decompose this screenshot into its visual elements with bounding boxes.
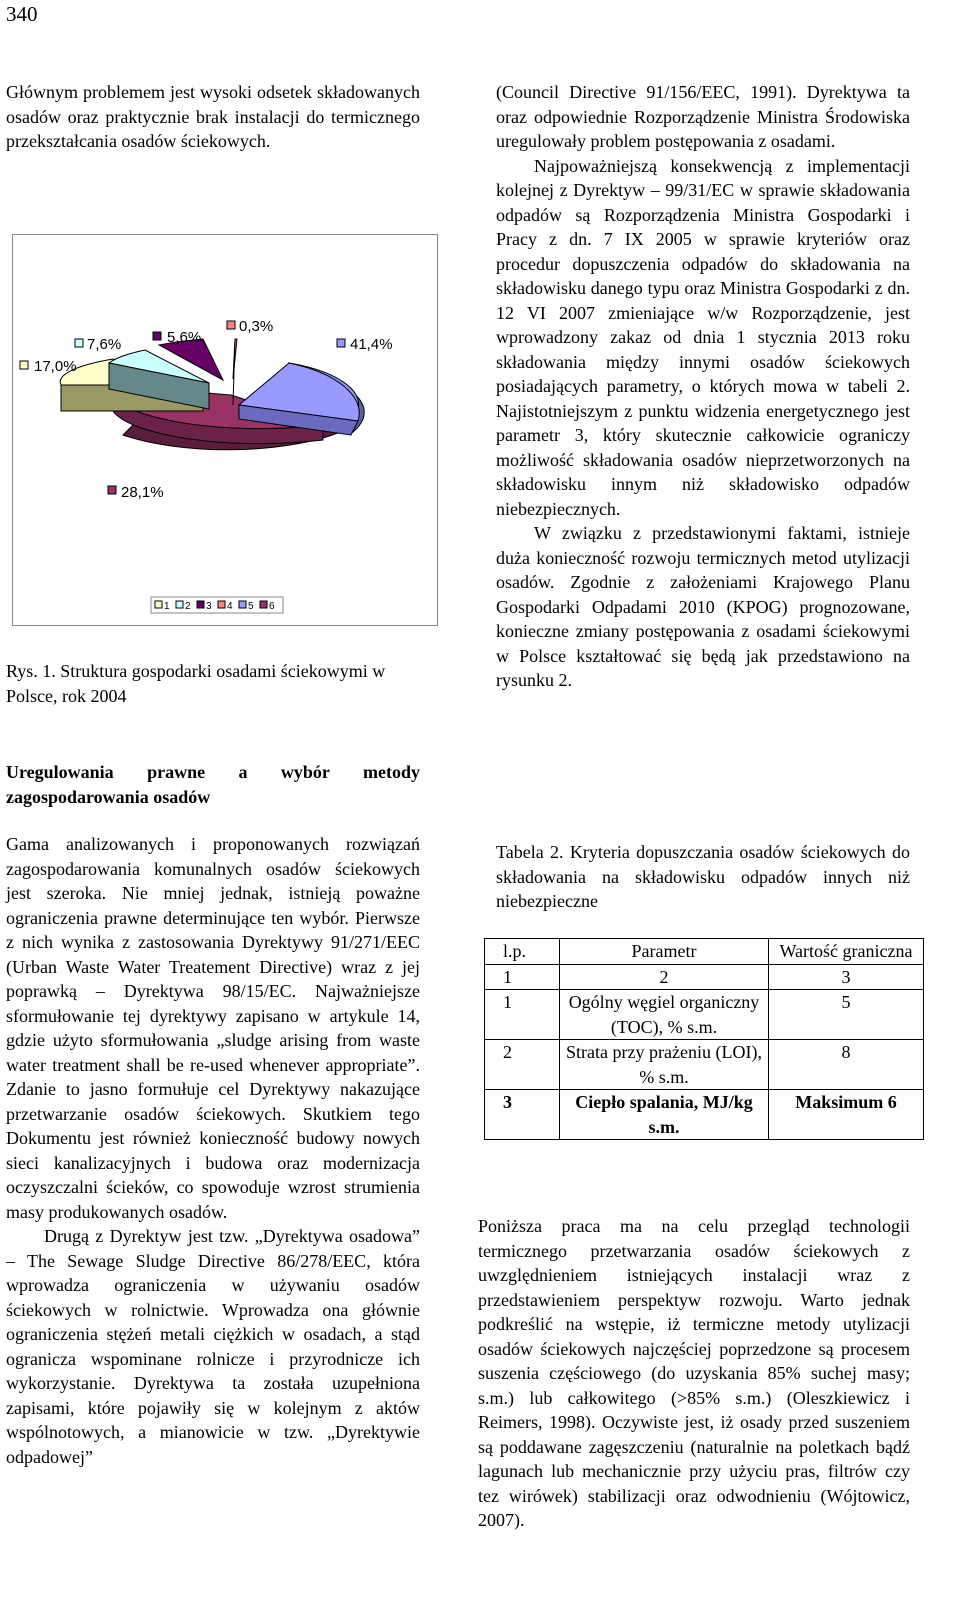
left-paragraph-2: Drugą z Dyrektyw jest tzw. „Dyrektywa osadowa” – The Sewage Sludge Directive 86/278/EEC, która wprowadza ograniczenia w używaniu osadów ściekowych w rolnictwie. Wprowadza ona głównie ograniczenia stężeń metali ciężkich w osadach, a stąd ogranicza wspominane rolnicze i przyrodnicze ich wykorzystanie. Dyrektywa ta została uzupełniona zapisami, które pojawiły się w kolejnym z aktów wspólnotowych, a mianowicie w tzw. „Dyrektywie odpadowej”: [6, 1226, 420, 1467]
table-cell: Maksimum 6: [769, 1090, 924, 1140]
pie-chart: [12, 234, 438, 626]
legend: [151, 597, 283, 613]
header-parametr: Parametr: [560, 939, 769, 965]
legend-item-1: 1: [164, 601, 170, 612]
legend-item-6: 6: [269, 601, 275, 612]
table-cell: 2: [485, 1040, 560, 1090]
table-cell: 5: [769, 990, 924, 1040]
left-paragraph-1: Gama analizowanych i proponowanych rozwiązań zagospodarowania komunalnych osadów ściekowych jest szeroka. Nie mniej jednak, istnieją poważne ograniczenia prawne determinujące ten wybór. Pierwsze z nich wynika z zastosowania Dyrektywy 91/271/EEC (Urban Waste Water Treatement Directive) wraz z jej poprawką – Dyrektywa 98/15/EC. Najważniejsze sformułowanie tej dyrektywy zapisano w artykule 14, gdzie użyto sformułowania „sludge arising from waste water treatment shall be re-used whenever appropriate”. Zdanie to jasno formułuje cel Dyrektywy nakazujące przetwarzanie osadów ściekowych. Skutkiem tego Dokumentu jest również konieczność budowy nowych sieci kanalizacyjnych i budowa oraz modernizacja oczyszczalni ścieków, co spowoduje wzrost strumienia masy produkowanych osadów.: [6, 834, 420, 1222]
label-slice-1: 17,0%: [34, 358, 77, 375]
section-heading: Uregulowania prawne a wybór metody zagospodarowania osadów: [6, 762, 420, 807]
right-paragraph-2: Najpoważniejszą konsekwencją z implementacji kolejnej z Dyrektyw – 99/31/EC w sprawie składowania odpadów są Rozporządzenia Ministra Gospodarki i Pracy z dn. 7 IX 2005 w sprawie kryteriów oraz procedur dopuszczenia odpadów do składowania na składowisku danego typu oraz Ministra Gospodarki z dn. 12 VI 2007 zmieniające w/w Rozporządzenie, jest wprowadzony zakaz od dnia 1 stycznia 2013 roku składowania między innymi osadów ściekowych posiadających parametry, o których mowa w tabeli 2. Najistotniejszym z punktu widzenia energetycznego jest parametr 3, który skutecznie całkowicie ograniczy możliwość składowania osadów nieprzetworzonych na składowisku innym niż składowisko odpadów niebezpiecznych.: [496, 155, 910, 519]
legend-item-2: 2: [185, 601, 191, 612]
table-cell: 3: [769, 964, 924, 990]
table-caption: [496, 840, 910, 914]
table-row: [485, 1040, 924, 1090]
table-caption-text: Tabela 2. Kryteria dopuszczania osadów ściekowych do składowania na składowisku odpadów innych niż niebezpieczne: [496, 842, 910, 911]
table-number-row: [485, 964, 924, 990]
label-slice-6: 28,1%: [121, 484, 164, 501]
table-cell: 8: [769, 1040, 924, 1090]
left-body: [6, 832, 420, 1469]
legend-item-5: 5: [248, 601, 254, 612]
intro-paragraph: Głównym problemem jest wysoki odsetek składowanych osadów oraz praktycznie brak instalacji do termicznego przekształcania osadów ściekowych.: [6, 82, 420, 151]
table-cell: 2: [560, 964, 769, 990]
table-cell: Ogólny węgiel organiczny (TOC), % s.m.: [560, 990, 769, 1040]
header-wartosc: Wartość graniczna: [769, 939, 924, 965]
right-paragraph-4: Poniższa praca ma na celu przegląd technologii termicznego przetwarzania osadów ściekowych z uwzględnieniem istniejących instalacji wraz z przedstawieniem perspektyw rozwoju. Warto jednak podkreślić na wstępie, iż termiczne metody utylizacji osadów ściekowych najczęściej poprzedzone są procesem suszenia częściowego (do uzyskania 85% suchej masy; s.m.) lub całkowitego (>85% s.m.) (Oleszkiewicz i Reimers, 1998). Oczywiste jest, iż osady przed suszeniem są poddawane zagęszczeniu (naturalnie na poletkach bądź lagunach lub mechanicznie przy użyciu pras, filtrów czy tez wirówek) stabilizacji oraz odwodnieniu (Wójtowicz, 2007).: [478, 1216, 910, 1530]
table-cell: Ciepło spalania, MJ/kg s.m.: [560, 1090, 769, 1140]
criteria-table: [484, 938, 924, 1140]
label-slice-4: 0,3%: [239, 318, 274, 335]
header-lp: l.p.: [485, 939, 560, 965]
label-slice-5: 41,4%: [350, 336, 393, 353]
page-number: 340: [6, 2, 38, 26]
table-row: [485, 990, 924, 1040]
right-paragraph-3: W związku z przedstawionymi faktami, istnieje duża konieczność rozwoju termicznych metod utylizacji osadów. Zgodnie z założeniami Krajowego Planu Gospodarki Odpadami 2010 (KPOG) prognozowane, konieczne zmiany postępowania z osadami ściekowymi w Polsce kształtować się będą jak przedstawiono na rysunku 2.: [496, 523, 910, 690]
label-slice-3: 5,6%: [167, 329, 202, 346]
legend-item-4: 4: [227, 601, 233, 612]
pie-chart-svg: [13, 235, 437, 625]
table-cell: 1: [485, 964, 560, 990]
right-body-bottom: [478, 1214, 910, 1533]
table-cell: 1: [485, 990, 560, 1040]
label-slice-2: 7,6%: [87, 336, 122, 353]
table-header-row: [485, 939, 924, 965]
left-intro: [6, 80, 420, 154]
table-cell: 3: [485, 1090, 560, 1140]
table-row: [485, 1090, 924, 1140]
legend-item-3: 3: [206, 601, 212, 612]
table-cell: Strata przy prażeniu (LOI), % s.m.: [560, 1040, 769, 1090]
right-paragraph-1: (Council Directive 91/156/EEC, 1991). Dyrektywa ta oraz odpowiednie Rozporządzenie Ministra Środowiska uregulowały problem postępowania z osadami.: [496, 82, 910, 151]
right-body: [496, 80, 910, 693]
figure-caption: Rys. 1. Struktura gospodarki osadami ściekowymi w Polsce, rok 2004: [6, 661, 386, 706]
